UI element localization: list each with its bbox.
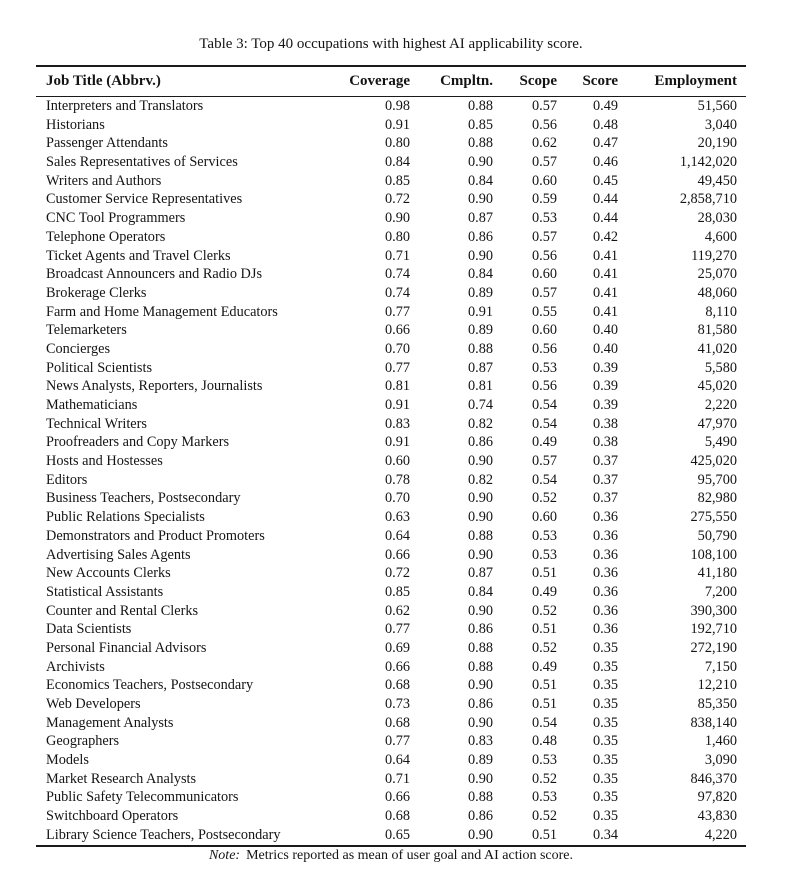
cell-coverage: 0.91 bbox=[384, 397, 410, 413]
cell-scope: 0.53 bbox=[531, 789, 557, 806]
table-row bbox=[36, 788, 746, 807]
cell-job-title: News Analysts, Reporters, Journalists bbox=[46, 378, 263, 395]
column-header-completion: Cmpltn. bbox=[410, 66, 493, 97]
cell-job-title: Public Safety Telecommunicators bbox=[46, 789, 239, 806]
cell-score: 0.35 bbox=[592, 752, 618, 769]
cell-employment: 97,820 bbox=[697, 789, 737, 806]
cell-score: 0.49 bbox=[592, 98, 618, 114]
cell-scope: 0.51 bbox=[531, 826, 557, 843]
cell-employment: 3,090 bbox=[704, 752, 737, 769]
cell-score: 0.40 bbox=[592, 340, 618, 357]
cell-job-title: New Accounts Clerks bbox=[46, 565, 171, 582]
cell-employment: 4,600 bbox=[704, 228, 737, 245]
cell-employment: 85,350 bbox=[697, 696, 737, 712]
cell-score: 0.35 bbox=[592, 714, 618, 731]
cell-scope: 0.51 bbox=[531, 696, 557, 712]
cell-job-title: Data Scientists bbox=[46, 621, 132, 638]
cell-scope: 0.53 bbox=[531, 210, 557, 227]
cell-scope: 0.51 bbox=[531, 621, 557, 638]
table-row bbox=[36, 564, 746, 583]
cell-coverage: 0.70 bbox=[384, 340, 410, 357]
cell-job-title: Economics Teachers, Postsecondary bbox=[46, 677, 254, 694]
cell-job-title: Sales Representatives of Services bbox=[46, 154, 238, 171]
cell-score: 0.41 bbox=[592, 247, 618, 264]
cell-completion: 0.82 bbox=[467, 471, 493, 488]
cell-completion: 0.90 bbox=[467, 247, 493, 264]
cell-completion: 0.90 bbox=[467, 826, 493, 843]
cell-completion: 0.85 bbox=[467, 116, 493, 133]
cell-completion: 0.86 bbox=[467, 228, 493, 245]
cell-score: 0.46 bbox=[592, 154, 618, 171]
table-row bbox=[36, 340, 746, 359]
cell-job-title: Web Developers bbox=[46, 696, 141, 712]
table-wrap bbox=[36, 65, 746, 847]
cell-employment: 846,370 bbox=[690, 770, 737, 787]
table-row bbox=[36, 658, 746, 677]
table-row bbox=[36, 247, 746, 266]
cell-score: 0.47 bbox=[592, 135, 618, 152]
cell-coverage: 0.85 bbox=[384, 172, 410, 189]
cell-completion: 0.89 bbox=[467, 752, 493, 769]
table-row bbox=[36, 433, 746, 452]
cell-coverage: 0.60 bbox=[384, 453, 410, 470]
cell-employment: 41,180 bbox=[697, 565, 737, 582]
cell-job-title: Editors bbox=[46, 471, 88, 488]
cell-score: 0.36 bbox=[592, 546, 618, 563]
cell-scope: 0.59 bbox=[531, 191, 557, 208]
cell-scope: 0.57 bbox=[531, 98, 557, 114]
cell-scope: 0.53 bbox=[531, 546, 557, 563]
table-note bbox=[36, 847, 746, 864]
cell-job-title: Switchboard Operators bbox=[46, 808, 179, 825]
cell-coverage: 0.72 bbox=[384, 565, 410, 582]
table-caption: Table 3: Top 40 occupations with highest AI applicability score. bbox=[199, 36, 583, 52]
cell-employment: 2,220 bbox=[704, 397, 737, 413]
cell-employment: 28,030 bbox=[697, 210, 737, 227]
cell-employment: 51,560 bbox=[697, 98, 737, 114]
cell-score: 0.36 bbox=[592, 602, 618, 619]
cell-score: 0.42 bbox=[592, 228, 618, 245]
table-row bbox=[36, 826, 746, 846]
cell-job-title: Management Analysts bbox=[46, 714, 174, 731]
table-row bbox=[36, 284, 746, 303]
table-row bbox=[36, 415, 746, 434]
cell-score: 0.45 bbox=[592, 172, 618, 189]
cell-completion: 0.88 bbox=[467, 135, 493, 152]
table-row bbox=[36, 770, 746, 789]
cell-job-title: Geographers bbox=[46, 733, 120, 750]
cell-coverage: 0.77 bbox=[384, 359, 410, 376]
cell-employment: 7,200 bbox=[704, 583, 737, 600]
cell-employment: 1,142,020 bbox=[679, 154, 737, 171]
cell-employment: 12,210 bbox=[697, 677, 737, 694]
cell-score: 0.35 bbox=[592, 696, 618, 712]
cell-coverage: 0.77 bbox=[384, 621, 410, 638]
occupations-table bbox=[36, 65, 746, 847]
column-header-job-title: Job Title (Abbrv.) bbox=[36, 66, 336, 97]
cell-job-title: Telemarketers bbox=[46, 322, 127, 339]
cell-coverage: 0.85 bbox=[384, 583, 410, 600]
cell-employment: 41,020 bbox=[697, 340, 737, 357]
cell-scope: 0.54 bbox=[531, 397, 557, 413]
cell-completion: 0.84 bbox=[467, 172, 493, 189]
cell-job-title: Library Science Teachers, Postsecondary bbox=[46, 826, 281, 843]
table-row bbox=[36, 303, 746, 322]
column-header-scope: Scope bbox=[493, 66, 557, 97]
table-row bbox=[36, 321, 746, 340]
cell-job-title: Models bbox=[46, 752, 89, 769]
table-row bbox=[36, 583, 746, 602]
table-row bbox=[36, 714, 746, 733]
cell-coverage: 0.80 bbox=[384, 135, 410, 152]
cell-job-title: Political Scientists bbox=[46, 359, 153, 376]
cell-coverage: 0.72 bbox=[384, 191, 410, 208]
cell-scope: 0.54 bbox=[531, 714, 557, 731]
column-header-score: Score bbox=[557, 66, 618, 97]
table-row bbox=[36, 751, 746, 770]
cell-job-title: Personal Financial Advisors bbox=[46, 639, 207, 656]
cell-score: 0.37 bbox=[592, 471, 618, 488]
cell-completion: 0.82 bbox=[467, 415, 493, 432]
table-row bbox=[36, 134, 746, 153]
cell-completion: 0.83 bbox=[467, 733, 493, 750]
cell-employment: 192,710 bbox=[690, 621, 737, 638]
cell-scope: 0.51 bbox=[531, 565, 557, 582]
cell-scope: 0.56 bbox=[531, 247, 557, 264]
cell-scope: 0.57 bbox=[531, 228, 557, 245]
cell-coverage: 0.81 bbox=[384, 378, 410, 395]
table-header bbox=[36, 66, 746, 97]
cell-coverage: 0.84 bbox=[384, 154, 410, 171]
cell-completion: 0.84 bbox=[467, 266, 493, 283]
cell-completion: 0.89 bbox=[467, 284, 493, 301]
cell-scope: 0.49 bbox=[531, 583, 557, 600]
cell-score: 0.40 bbox=[592, 322, 618, 339]
cell-employment: 272,190 bbox=[690, 639, 737, 656]
table-row bbox=[36, 732, 746, 751]
cell-scope: 0.54 bbox=[531, 415, 557, 432]
column-header-coverage: Coverage bbox=[336, 66, 410, 97]
cell-job-title: Hosts and Hostesses bbox=[46, 453, 163, 470]
table-row bbox=[36, 359, 746, 378]
table-row bbox=[36, 807, 746, 826]
cell-score: 0.36 bbox=[592, 565, 618, 582]
cell-job-title: Business Teachers, Postsecondary bbox=[46, 490, 241, 507]
table-row bbox=[36, 265, 746, 284]
cell-coverage: 0.74 bbox=[384, 266, 410, 283]
cell-job-title: Broadcast Announcers and Radio DJs bbox=[46, 266, 263, 283]
cell-employment: 3,040 bbox=[704, 116, 737, 133]
cell-score: 0.39 bbox=[592, 397, 618, 413]
cell-scope: 0.52 bbox=[531, 808, 557, 825]
cell-score: 0.36 bbox=[592, 583, 618, 600]
table-body bbox=[36, 97, 746, 846]
cell-completion: 0.88 bbox=[467, 639, 493, 656]
cell-coverage: 0.80 bbox=[384, 228, 410, 245]
table-row bbox=[36, 228, 746, 247]
cell-completion: 0.90 bbox=[467, 154, 493, 171]
cell-employment: 119,270 bbox=[691, 247, 737, 264]
table-row bbox=[36, 190, 746, 209]
cell-job-title: Counter and Rental Clerks bbox=[46, 602, 199, 619]
cell-employment: 7,150 bbox=[704, 658, 737, 675]
cell-completion: 0.90 bbox=[467, 490, 493, 507]
cell-employment: 48,060 bbox=[697, 284, 737, 301]
cell-coverage: 0.62 bbox=[384, 602, 410, 619]
cell-scope: 0.57 bbox=[531, 284, 557, 301]
cell-scope: 0.56 bbox=[531, 116, 557, 133]
cell-scope: 0.52 bbox=[531, 490, 557, 507]
cell-scope: 0.56 bbox=[531, 340, 557, 357]
cell-job-title: Historians bbox=[46, 116, 105, 133]
cell-job-title: Brokerage Clerks bbox=[46, 284, 147, 301]
cell-completion: 0.87 bbox=[467, 359, 493, 376]
cell-score: 0.35 bbox=[592, 639, 618, 656]
cell-completion: 0.81 bbox=[467, 378, 493, 395]
cell-employment: 838,140 bbox=[690, 714, 737, 731]
cell-employment: 108,100 bbox=[690, 546, 737, 563]
cell-employment: 275,550 bbox=[690, 509, 737, 526]
cell-job-title: Customer Service Representatives bbox=[46, 191, 243, 208]
cell-coverage: 0.71 bbox=[384, 770, 410, 787]
cell-employment: 49,450 bbox=[697, 172, 737, 189]
cell-score: 0.35 bbox=[592, 658, 618, 675]
cell-coverage: 0.69 bbox=[384, 639, 410, 656]
cell-employment: 50,790 bbox=[697, 527, 737, 544]
table-row bbox=[36, 639, 746, 658]
cell-completion: 0.91 bbox=[467, 303, 493, 320]
cell-completion: 0.88 bbox=[467, 789, 493, 806]
cell-employment: 43,830 bbox=[697, 808, 737, 825]
cell-coverage: 0.78 bbox=[384, 471, 410, 488]
cell-coverage: 0.74 bbox=[384, 284, 410, 301]
table-row bbox=[36, 116, 746, 135]
cell-scope: 0.55 bbox=[531, 303, 557, 320]
cell-completion: 0.90 bbox=[467, 509, 493, 526]
cell-scope: 0.60 bbox=[531, 509, 557, 526]
cell-completion: 0.87 bbox=[467, 210, 493, 227]
cell-employment: 1,460 bbox=[704, 733, 737, 750]
table-row bbox=[36, 546, 746, 565]
cell-employment: 425,020 bbox=[690, 453, 737, 470]
table-row bbox=[36, 489, 746, 508]
cell-scope: 0.60 bbox=[531, 322, 557, 339]
cell-job-title: Passenger Attendants bbox=[46, 135, 168, 152]
cell-coverage: 0.77 bbox=[384, 733, 410, 750]
cell-job-title: Technical Writers bbox=[46, 415, 147, 432]
cell-coverage: 0.91 bbox=[384, 434, 410, 451]
cell-job-title: Demonstrators and Product Promoters bbox=[46, 527, 265, 544]
cell-scope: 0.57 bbox=[531, 154, 557, 171]
cell-employment: 25,070 bbox=[697, 266, 737, 283]
cell-score: 0.41 bbox=[592, 284, 618, 301]
cell-score: 0.35 bbox=[592, 733, 618, 750]
cell-score: 0.35 bbox=[592, 770, 618, 787]
cell-employment: 20,190 bbox=[697, 135, 737, 152]
cell-score: 0.41 bbox=[592, 266, 618, 283]
cell-completion: 0.86 bbox=[467, 621, 493, 638]
cell-completion: 0.90 bbox=[467, 191, 493, 208]
cell-score: 0.41 bbox=[592, 303, 618, 320]
cell-job-title: Statistical Assistants bbox=[46, 583, 164, 600]
table-row bbox=[36, 172, 746, 191]
cell-completion: 0.87 bbox=[467, 565, 493, 582]
cell-coverage: 0.91 bbox=[384, 116, 410, 133]
cell-coverage: 0.83 bbox=[384, 415, 410, 432]
cell-employment: 95,700 bbox=[697, 471, 737, 488]
table-row bbox=[36, 620, 746, 639]
table-row bbox=[36, 153, 746, 172]
cell-coverage: 0.77 bbox=[384, 303, 410, 320]
cell-job-title: Market Research Analysts bbox=[46, 770, 197, 787]
cell-job-title: Advertising Sales Agents bbox=[46, 546, 191, 563]
cell-coverage: 0.70 bbox=[384, 490, 410, 507]
cell-coverage: 0.98 bbox=[384, 98, 410, 114]
cell-coverage: 0.71 bbox=[384, 247, 410, 264]
cell-score: 0.44 bbox=[592, 191, 618, 208]
cell-scope: 0.48 bbox=[531, 733, 557, 750]
cell-completion: 0.84 bbox=[467, 583, 493, 600]
cell-coverage: 0.66 bbox=[384, 322, 410, 339]
cell-employment: 5,580 bbox=[704, 359, 737, 376]
cell-employment: 45,020 bbox=[697, 378, 737, 395]
cell-job-title: Proofreaders and Copy Markers bbox=[46, 434, 230, 451]
cell-coverage: 0.68 bbox=[384, 677, 410, 694]
cell-score: 0.36 bbox=[592, 509, 618, 526]
cell-scope: 0.53 bbox=[531, 752, 557, 769]
cell-employment: 4,220 bbox=[704, 826, 737, 843]
cell-completion: 0.88 bbox=[467, 98, 493, 114]
cell-coverage: 0.66 bbox=[384, 658, 410, 675]
cell-scope: 0.60 bbox=[531, 172, 557, 189]
cell-score: 0.36 bbox=[592, 621, 618, 638]
cell-score: 0.38 bbox=[592, 415, 618, 432]
cell-coverage: 0.65 bbox=[384, 826, 410, 843]
cell-coverage: 0.63 bbox=[384, 509, 410, 526]
cell-score: 0.37 bbox=[592, 490, 618, 507]
cell-completion: 0.88 bbox=[467, 527, 493, 544]
cell-job-title: Farm and Home Management Educators bbox=[46, 303, 278, 320]
table-row bbox=[36, 396, 746, 415]
cell-job-title: Public Relations Specialists bbox=[46, 509, 205, 526]
cell-scope: 0.56 bbox=[531, 378, 557, 395]
cell-completion: 0.90 bbox=[467, 546, 493, 563]
cell-coverage: 0.66 bbox=[384, 789, 410, 806]
note-label: Note: bbox=[208, 848, 241, 863]
table-row bbox=[36, 695, 746, 714]
cell-score: 0.35 bbox=[592, 789, 618, 806]
cell-coverage: 0.64 bbox=[384, 752, 410, 769]
cell-employment: 82,980 bbox=[697, 490, 737, 507]
table-row bbox=[36, 508, 746, 527]
table-row bbox=[36, 209, 746, 228]
cell-scope: 0.53 bbox=[531, 359, 557, 376]
table-row bbox=[36, 97, 746, 116]
cell-scope: 0.49 bbox=[531, 434, 557, 451]
cell-completion: 0.89 bbox=[467, 322, 493, 339]
table-row bbox=[36, 471, 746, 490]
cell-employment: 390,300 bbox=[690, 602, 737, 619]
cell-scope: 0.53 bbox=[531, 527, 557, 544]
cell-scope: 0.57 bbox=[531, 453, 557, 470]
cell-scope: 0.49 bbox=[531, 658, 557, 675]
cell-employment: 2,858,710 bbox=[679, 191, 737, 208]
cell-coverage: 0.90 bbox=[384, 210, 410, 227]
cell-employment: 47,970 bbox=[697, 415, 737, 432]
table-row bbox=[36, 377, 746, 396]
cell-job-title: Ticket Agents and Travel Clerks bbox=[46, 247, 231, 264]
cell-job-title: CNC Tool Programmers bbox=[46, 210, 186, 227]
cell-coverage: 0.68 bbox=[384, 714, 410, 731]
cell-completion: 0.74 bbox=[467, 397, 493, 413]
cell-employment: 8,110 bbox=[705, 303, 737, 320]
cell-employment: 5,490 bbox=[704, 434, 737, 451]
cell-completion: 0.88 bbox=[467, 340, 493, 357]
cell-coverage: 0.68 bbox=[384, 808, 410, 825]
cell-job-title: Concierges bbox=[46, 340, 111, 357]
column-header-employment: Employment bbox=[618, 66, 746, 97]
cell-scope: 0.51 bbox=[531, 677, 557, 694]
cell-scope: 0.60 bbox=[531, 266, 557, 283]
cell-completion: 0.88 bbox=[467, 658, 493, 675]
cell-score: 0.38 bbox=[592, 434, 618, 451]
cell-completion: 0.86 bbox=[467, 434, 493, 451]
cell-scope: 0.62 bbox=[531, 135, 557, 152]
table-row bbox=[36, 452, 746, 471]
cell-completion: 0.90 bbox=[467, 714, 493, 731]
cell-score: 0.37 bbox=[592, 453, 618, 470]
cell-score: 0.35 bbox=[592, 677, 618, 694]
cell-completion: 0.90 bbox=[467, 770, 493, 787]
cell-score: 0.36 bbox=[592, 527, 618, 544]
cell-scope: 0.52 bbox=[531, 639, 557, 656]
table-row bbox=[36, 527, 746, 546]
cell-job-title: Mathematicians bbox=[46, 397, 138, 413]
cell-completion: 0.90 bbox=[467, 677, 493, 694]
cell-coverage: 0.64 bbox=[384, 527, 410, 544]
cell-completion: 0.90 bbox=[467, 453, 493, 470]
cell-completion: 0.86 bbox=[467, 696, 493, 712]
cell-score: 0.35 bbox=[592, 808, 618, 825]
cell-score: 0.39 bbox=[592, 378, 618, 395]
cell-coverage: 0.73 bbox=[384, 696, 410, 712]
cell-scope: 0.52 bbox=[531, 770, 557, 787]
cell-coverage: 0.66 bbox=[384, 546, 410, 563]
note-text: Metrics reported as mean of user goal and AI action score. bbox=[246, 848, 574, 863]
table-row bbox=[36, 602, 746, 621]
cell-score: 0.48 bbox=[592, 116, 618, 133]
cell-completion: 0.90 bbox=[467, 602, 493, 619]
cell-job-title: Telephone Operators bbox=[46, 228, 166, 245]
cell-job-title: Writers and Authors bbox=[46, 172, 162, 189]
cell-score: 0.44 bbox=[592, 210, 618, 227]
cell-score: 0.39 bbox=[592, 359, 618, 376]
cell-employment: 81,580 bbox=[697, 322, 737, 339]
table-row bbox=[36, 676, 746, 695]
cell-job-title: Interpreters and Translators bbox=[46, 98, 204, 114]
cell-job-title: Archivists bbox=[46, 658, 105, 675]
cell-scope: 0.54 bbox=[531, 471, 557, 488]
cell-scope: 0.52 bbox=[531, 602, 557, 619]
header-row bbox=[36, 66, 746, 97]
cell-score: 0.34 bbox=[592, 826, 618, 843]
cell-completion: 0.86 bbox=[467, 808, 493, 825]
